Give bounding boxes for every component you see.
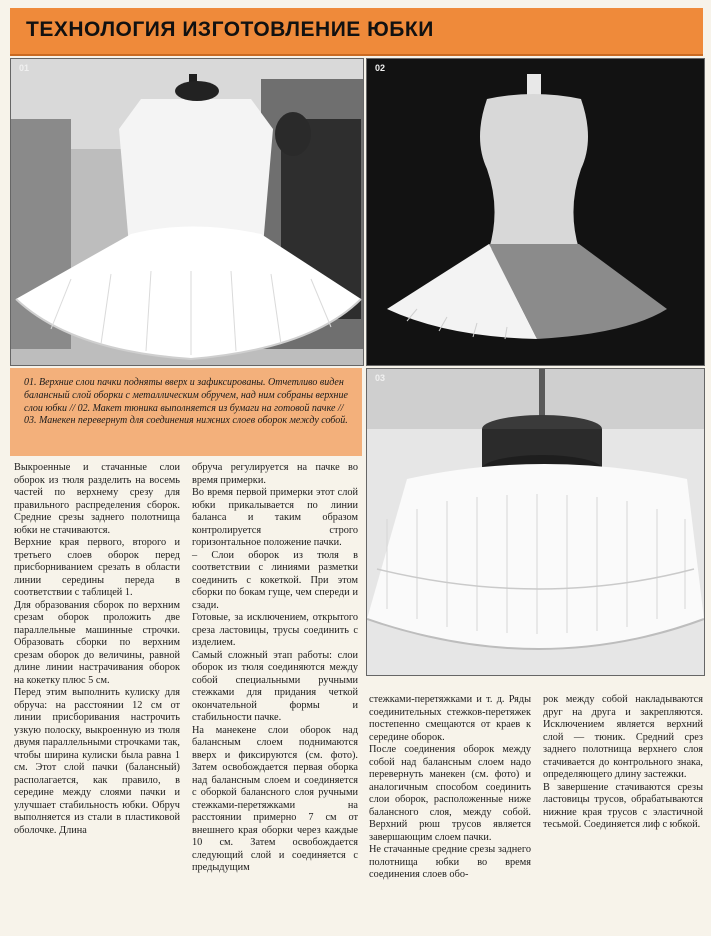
- title-banner: [10, 8, 703, 56]
- paragraph: После соединения оборок между собой над балансным слоем надо перевернуть манекен (см. фото) и аналогичным способом соединить слои оборок, расположенные ниже балансного слоя, между собой. Верхний рюш трусов является завершающим слоем пачки.: [369, 744, 531, 843]
- paragraph: Для образования сборок по верхним срезам оборок проложить две параллельные машинные строчки. Образовать сборки по верхним срезам оборок до величины, равной длине линии настрачивания оборок на кокетку плюс 5 см.: [14, 599, 180, 686]
- photo-03-illustration: [367, 369, 704, 675]
- paragraph: Не стачанные средние срезы заднего полотнища юбки во время соединения слоев обо-: [369, 844, 531, 880]
- text-column-1: [14, 462, 180, 837]
- paragraph: В завершение стачиваются срезы ластовицы трусов, обрабатываются нижние края трусов с эластичной тесьмой. Соединяется лиф с юбкой.: [543, 781, 703, 830]
- photo-caption-box: [10, 368, 362, 456]
- text-column-4: [543, 694, 703, 832]
- paragraph: Перед этим выполнить кулиску для обруча: на расстоянии 12 см от линии присборивания настрочить узкую полоску, выкроенную из тюля двумя параллельными строчками так, чтобы ширина кулиски была равна 1 см. Этот слой пачки (балансный) располагается, как правило, в середине между слоями пачки и улучшает стабильность юбки. Обруч выполняется из стали в пластиковой оболочке. Длина: [14, 687, 180, 836]
- photo-number: 02: [375, 63, 386, 73]
- page-title: ТЕХНОЛОГИЯ ИЗГОТОВЛЕНИЕ ЮБКИ: [26, 18, 434, 41]
- photo-number: 01: [19, 63, 30, 73]
- paragraph: Верхние края первого, второго и третьего слоев оборок перед присборниванием срезать в области линии середины переда в соответствии с таблицей 1.: [14, 537, 180, 598]
- text-column-3: [369, 694, 531, 882]
- photo-02-illustration: [367, 59, 704, 365]
- paragraph: На манекене слои оборок над балансным слоем поднимаются вверх и фиксируются (см. фото). Затем освобождается первая оборка над балансным слоем и соединяется с оборкой балансного слоя ручными стежками-перетяжками на расстоянии примерно 7 см от внешнего края оборки через каждые 10 см. Затем освобождается следующий слой и соединяется с предыдущим: [192, 724, 358, 873]
- photo-02: [366, 58, 705, 366]
- paragraph: Выкроенные и стачанные слои оборок из тюля разделить на восемь частей по верхнему срезу для правильного распределения сборок. Средние срезы заднего полотнища юбки не стачиваются.: [14, 462, 180, 536]
- photo-01-illustration: [11, 59, 363, 365]
- paragraph: рок между собой накладываются друг на друга и закрепляются. Исключением является верхний слой — тюник. Средний срез заднего полотнища верхнего слоя стачивается до контрольного знака, определяющего длину застежки.: [543, 694, 703, 780]
- paragraph: обруча регулируется на пачке во время примерки.: [192, 462, 358, 486]
- paragraph: стежками-перетяжками и т. д. Ряды соединительных стежков-перетяжек постепенно смещаются от краев к середине оборок.: [369, 694, 531, 743]
- paragraph: Самый сложный этап работы: слои оборок из тюля соединяются между собой специальными ручными стежками для придания четкой окончательной формы и стабильности пачке.: [192, 649, 358, 723]
- photo-03: [366, 368, 705, 676]
- paragraph: – Слои оборок из тюля в соответствии с линиями разметки соединить с кокеткой. При этом сборки по бокам гуще, чем спереди и сзади.: [192, 549, 358, 611]
- paragraph: Во время первой примерки этот слой юбки прикалывается по линии баланса и таким образом контролируется строго горизонтальное положение пачки.: [192, 487, 358, 548]
- photo-caption: 01. Верхние слои пачки подняты вверх и зафиксированы. Отчетливо виден балансный слой оборки с металлическим обручем, над ним собраны верхние слои юбки // 02. Макет тюника выполняется из бумаги на готовой пачке // 03. Манекен перевернут для соединения нижних слоев оборок между собой.: [24, 377, 348, 427]
- photo-number: 03: [375, 373, 386, 383]
- paragraph: Готовые, за исключением, открытого среза ластовицы, трусы соединить с изделием.: [192, 612, 358, 648]
- photo-01: [10, 58, 364, 366]
- text-column-2: [192, 462, 358, 875]
